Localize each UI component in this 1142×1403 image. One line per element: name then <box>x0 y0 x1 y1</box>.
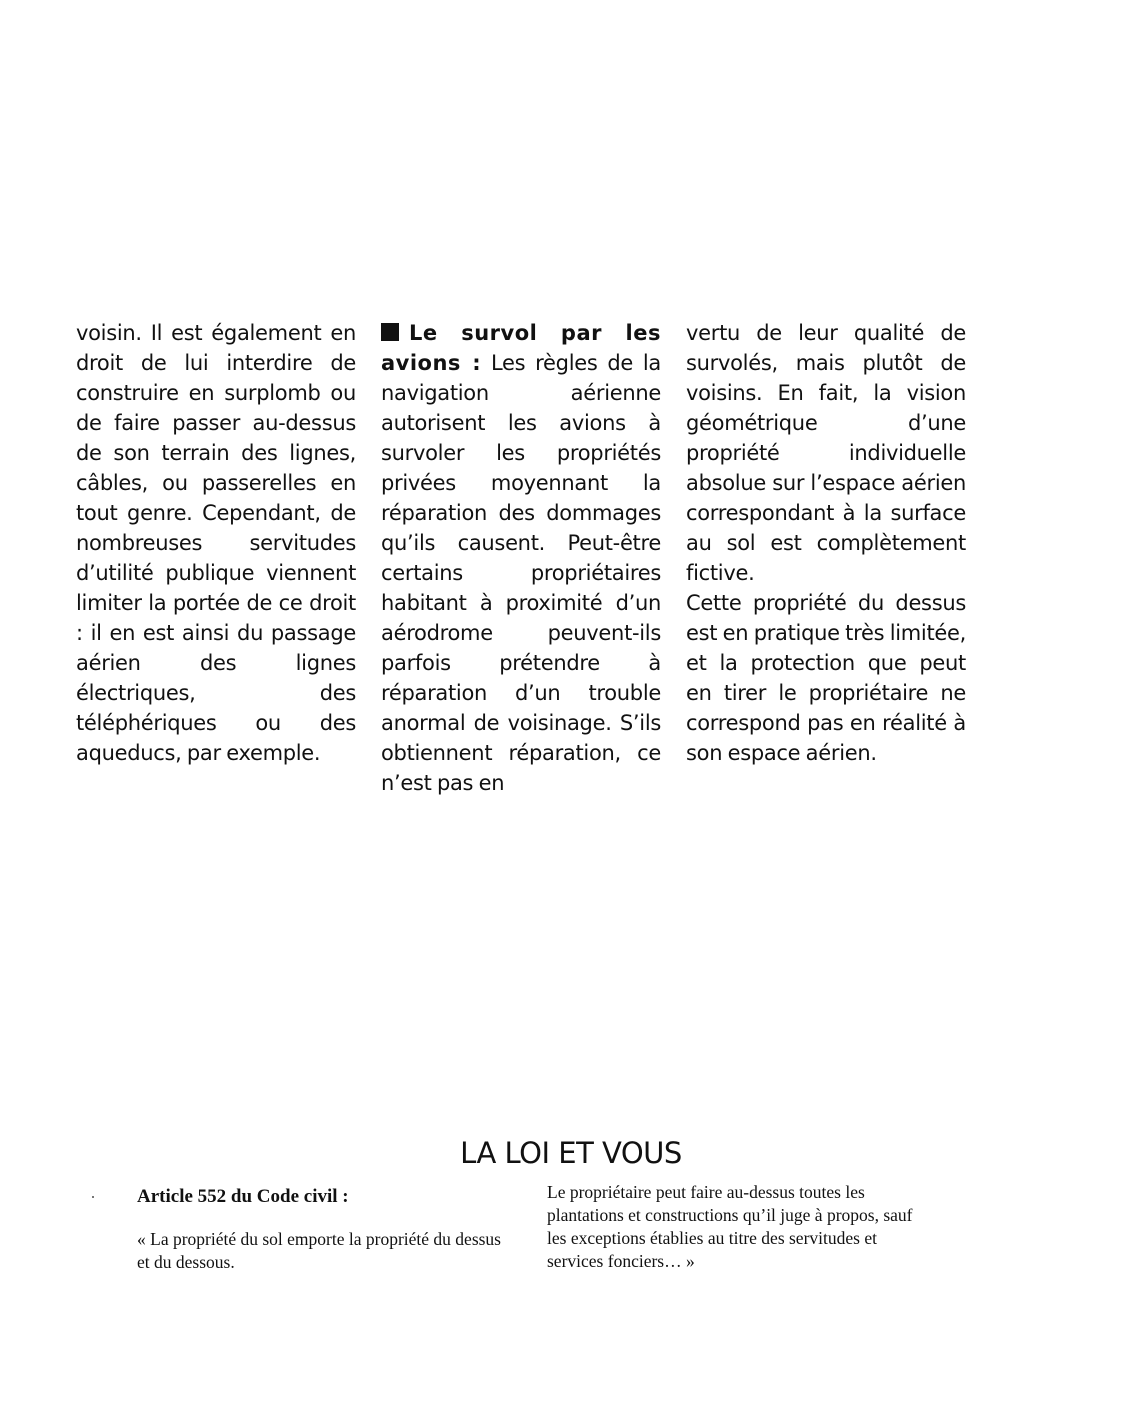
column-3-paragraph-2: Cette propriété du dessus est en pratique très limitée, et la protection que peut en tirer le propriétaire ne correspond pas en réalité à son espace aérien. <box>686 591 966 765</box>
margin-dot <box>92 1196 94 1198</box>
article-heading: Article 552 du Code civil : <box>137 1186 349 1207</box>
law-quote-part-2: Le propriétaire peut faire au-dessus toutes les plantations et constructions qu’il juge à propos, sauf les exceptions établies au titre des servitudes et services fonciers… » <box>547 1182 913 1271</box>
column-2-paragraph <box>381 318 661 798</box>
column-1-paragraph: voisin. Il est également en droit de lui interdire de construire en surplomb ou de faire passer au-dessus de son terrain des lignes, câbles, ou passerelles en tout genre. Cependant, de nombreuses servitudes d’utilité publique viennent limiter la portée de ce droit : il en est ainsi du passage aérien des lignes électriques, des téléphériques ou des aqueducs, par exemple. <box>76 321 356 765</box>
text-column-3 <box>686 318 966 768</box>
text-column-1 <box>76 318 356 768</box>
section-heading-survol: Le survol par les avions : <box>381 321 661 375</box>
column-3-paragraph-1: vertu de leur qualité de survolés, mais plutôt de voisins. En fait, la vision géométrique d’une propriété individuelle absolue sur l’espace aérien correspondant à la surface au sol est complètement fictive. <box>686 321 966 585</box>
law-box-title: LA LOI ET VOUS <box>460 1136 682 1170</box>
column-2-text: Les règles de la navigation aérienne autorisent les avions à survoler les propriétés privées moyennant la réparation des dommages qu’ils causent. Peut-être certains propriétaires habitant à proximité d’un aérodrome peuvent-ils parfois prétendre à réparation d’un trouble anormal de voisinage. S’ils obtiennent réparation, ce n’est pas en <box>381 351 661 795</box>
text-column-2 <box>381 318 661 798</box>
square-bullet-icon <box>381 323 399 341</box>
law-quote-part-1: « La propriété du sol emporte la propriété du dessus et du dessous. <box>137 1229 501 1272</box>
